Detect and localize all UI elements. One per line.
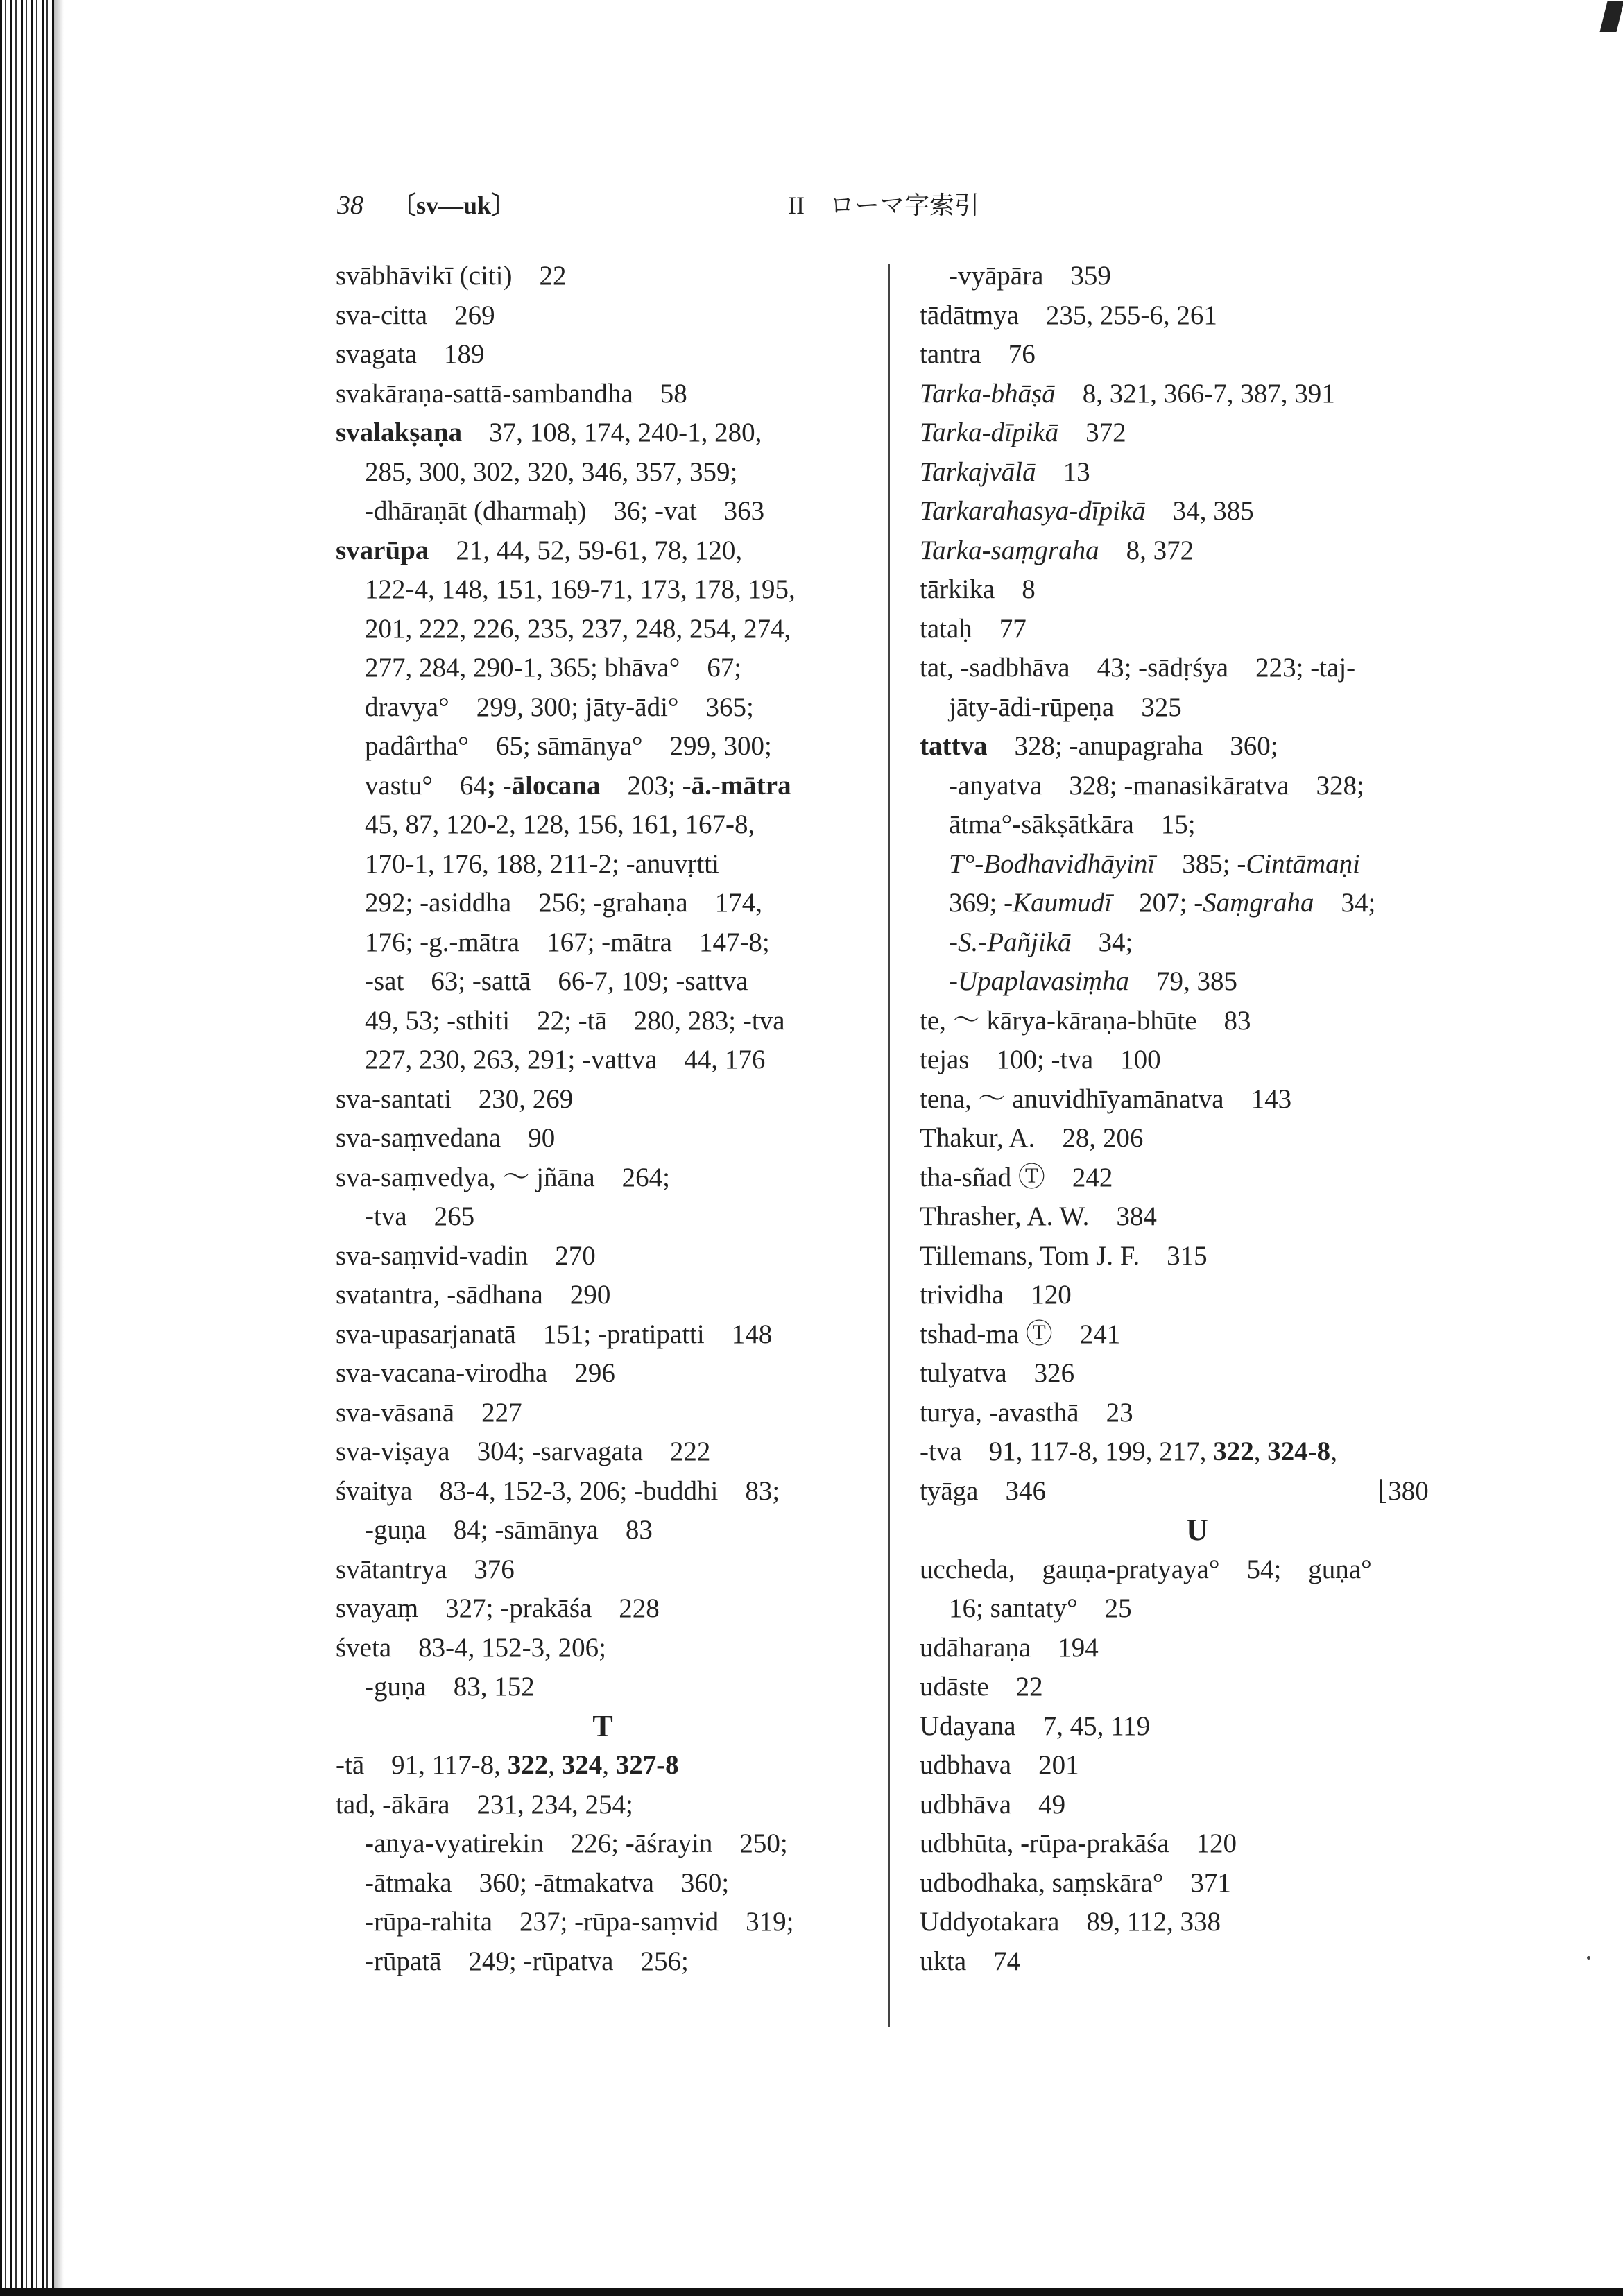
index-entry: Tarka-dīpikā 372 [920, 418, 1126, 447]
index-entry: trividha 120 [920, 1280, 1072, 1310]
index-entry: udāste 22 [920, 1672, 1043, 1702]
index-entry-continuation: 285, 300, 302, 320, 346, 357, 359; [365, 456, 738, 487]
index-entry: svarūpa 21, 44, 52, 59-61, 78, 120, [336, 535, 743, 565]
index-entry-continuation: -tva 265 [365, 1201, 475, 1231]
index-entry-continuation: 45, 87, 120-2, 128, 156, 161, 167-8, [365, 809, 755, 839]
index-entry: sva-santati 230, 269 [336, 1083, 574, 1114]
index-entry-continuation: padârtha° 65; sāmānya° 299, 300; [365, 731, 772, 761]
index-entry: tad, -ākāra 231, 234, 254; [336, 1789, 633, 1819]
index-entry-continuation: 176; -g.-mātra 167; -mātra 147-8; [365, 927, 770, 957]
index-entry-continuation: 369; -Kaumudī 207; -Saṃgraha 34; [949, 888, 1376, 918]
index-entry: svalakṣaṇa 37, 108, 174, 240-1, 280, [336, 418, 762, 447]
index-entry: sva-saṃvedana 90 [336, 1123, 556, 1153]
index-entry: sva-vāsanā 227 [336, 1397, 522, 1428]
index-entry: udbhava 201 [920, 1750, 1079, 1780]
page-header [337, 185, 1169, 226]
index-entry: svātantrya 376 [336, 1554, 515, 1584]
index-entry-continuation: -guṇa 84; -sāmānya 83 [365, 1515, 653, 1545]
index-entry-continuation: 170-1, 176, 188, 211-2; -anuvṛtti [365, 848, 719, 879]
index-entry-continuation: -anya-vyatirekin 226; -āśrayin 250; [365, 1828, 788, 1858]
index-entry: turya, -avasthā 23 [920, 1397, 1133, 1428]
index-column-left [336, 257, 870, 1981]
index-entry: śvaitya 83-4, 152-3, 206; -buddhi 83; [336, 1475, 780, 1506]
index-entry: sva-citta 269 [336, 300, 495, 330]
index-entry: tārkika 8 [920, 574, 1036, 604]
page-ref-marker: ⌊380 [1377, 1475, 1429, 1506]
index-entry: tena, ～ anuvidhīyamānatva 143 [920, 1083, 1292, 1114]
index-entry: udbhāva 49 [920, 1789, 1066, 1819]
index-entry-continuation: -vyāpāra 359 [949, 261, 1111, 291]
index-entry: sva-saṃvedya, ～ jñāna 264; [336, 1162, 670, 1192]
index-entry: svābhāvikī (citi) 22 [336, 261, 567, 291]
scan-binding-shadow [54, 0, 64, 2296]
section-letter: T [592, 1708, 613, 1743]
index-entry-continuation: dravya° 299, 300; jāty-ādi° 365; [365, 692, 754, 722]
index-entry: tejas 100; -tva 100 [920, 1045, 1161, 1074]
index-entry-continuation: -anyatva 328; -manasikāratva 328; [949, 770, 1364, 800]
index-entry: sva-viṣaya 304; -sarvagata 222 [336, 1437, 711, 1466]
index-entry: ukta 74 [920, 1946, 1021, 1976]
index-entry: tataḥ 77 [920, 613, 1027, 644]
page-number: 38 [337, 191, 363, 220]
index-entry: Tillemans, Tom J. F. 315 [920, 1240, 1208, 1271]
index-entry-continuation: vastu° 64; -ālocana 203; -ā.-mātra [365, 770, 791, 800]
index-entry-continuation: 16; santaty° 25 [949, 1593, 1132, 1623]
index-entry: te, ～ kārya-kāraṇa-bhūte 83 [920, 1005, 1251, 1036]
index-entry-continuation: 292; -asiddha 256; -grahaṇa 174, [365, 888, 762, 918]
index-entry: tyāga 346 ⌊380 [920, 1472, 1475, 1511]
index-entry: tulyatva 326 [920, 1358, 1075, 1388]
scan-corner-mark [1600, 1, 1623, 32]
section-title: II ローマ字索引 [788, 191, 979, 219]
index-entry-continuation: 227, 230, 263, 291; -vattva 44, 176 [365, 1045, 766, 1074]
index-entry-continuation: -sat 63; -sattā 66-7, 109; -sattva [365, 966, 748, 996]
index-entry: Thakur, A. 28, 206 [920, 1123, 1144, 1153]
index-entry: Tarkajvālā 13 [920, 456, 1090, 487]
index-entry-continuation: -ātmaka 360; -ātmakatva 360; [365, 1867, 730, 1898]
index-entry: Uddyotakara 89, 112, 338 [920, 1907, 1221, 1937]
index-entry: tshad-ma Ⓣ 241 [920, 1319, 1121, 1349]
index-entry-continuation: -guṇa 83, 152 [365, 1672, 535, 1702]
index-entry: Thrasher, A. W. 384 [920, 1201, 1157, 1231]
index-entry: svatantra, -sādhana 290 [336, 1280, 611, 1310]
index-entry: svakāraṇa-sattā-sambandha 58 [336, 378, 687, 409]
index-entry: Tarka-bhāṣā 8, 321, 366-7, 387, 391 [920, 378, 1335, 409]
index-entry: udbodhaka, saṃskāra° 371 [920, 1867, 1231, 1898]
index-entry: udbhūta, -rūpa-prakāśa 120 [920, 1828, 1237, 1858]
index-entry-continuation: 122-4, 148, 151, 169-71, 173, 178, 195, [365, 574, 796, 604]
index-entry-continuation: -Upaplavasiṃha 79, 385 [949, 966, 1237, 996]
index-entry: sva-saṃvid-vadin 270 [336, 1240, 596, 1271]
index-entry: Udayana 7, 45, 119 [920, 1711, 1151, 1741]
index-entry-continuation: jāty-ādi-rūpeṇa 325 [949, 692, 1182, 722]
index-entry-continuation: -rūpa-rahita 237; -rūpa-saṃvid 319; [365, 1907, 794, 1937]
scan-speck [1587, 1956, 1590, 1960]
index-entry-continuation: ātma°-sākṣātkāra 15; [949, 809, 1196, 839]
index-entry: -tā 91, 117-8, 322, 324, 327-8 [336, 1750, 679, 1780]
scan-binding-edge [0, 0, 54, 2296]
section-letter: U [1186, 1513, 1208, 1547]
index-entry: uccheda, gauṇa-pratyaya° 54; guṇa° [920, 1554, 1372, 1584]
index-entry: sva-upasarjanatā 151; -pratipatti 148 [336, 1319, 773, 1349]
index-entry: svagata 189 [336, 339, 485, 369]
index-entry-continuation: 49, 53; -sthiti 22; -tā 280, 283; -tva [365, 1005, 785, 1036]
index-entry: udāharaṇa 194 [920, 1632, 1099, 1663]
index-entry: Tarka-saṃgraha 8, 372 [920, 535, 1194, 565]
index-entry: Tarkarahasya-dīpikā 34, 385 [920, 496, 1254, 526]
index-entry-continuation: T°-Bodhavidhāyinī 385; -Cintāmaṇi [949, 848, 1360, 879]
index-entry-continuation: -dhāraṇāt (dharmaḥ) 36; -vat 363 [365, 496, 765, 526]
index-entry: tattva 328; -anupagraha 360; [920, 731, 1278, 761]
index-entry: tha-sñad Ⓣ 242 [920, 1162, 1113, 1192]
index-entry: tat, -sadbhāva 43; -sādṛśya 223; -taj- [920, 653, 1356, 683]
index-entry: śveta 83-4, 152-3, 206; [336, 1632, 606, 1663]
index-entry-continuation: 277, 284, 290-1, 365; bhāva° 67; [365, 653, 742, 683]
index-entry-continuation: -S.-Pañjikā 34; [949, 927, 1133, 957]
index-range: 〔sv—uk〕 [391, 191, 517, 219]
index-entry: sva-vacana-virodha 296 [336, 1358, 615, 1388]
index-entry: tādātmya 235, 255-6, 261 [920, 300, 1217, 330]
index-entry: tantra 76 [920, 339, 1036, 369]
column-divider [888, 264, 890, 2027]
index-entry-continuation: 201, 222, 226, 235, 237, 248, 254, 274, [365, 613, 791, 644]
index-entry: -tva 91, 117-8, 199, 217, 322, 324-8, [920, 1437, 1337, 1466]
index-entry-continuation: -rūpatā 249; -rūpatva 256; [365, 1946, 689, 1976]
index-column-right [920, 257, 1475, 1981]
index-entry: svayaṃ 327; -prakāśa 228 [336, 1593, 660, 1623]
scan-bottom-border [0, 2288, 1623, 2296]
